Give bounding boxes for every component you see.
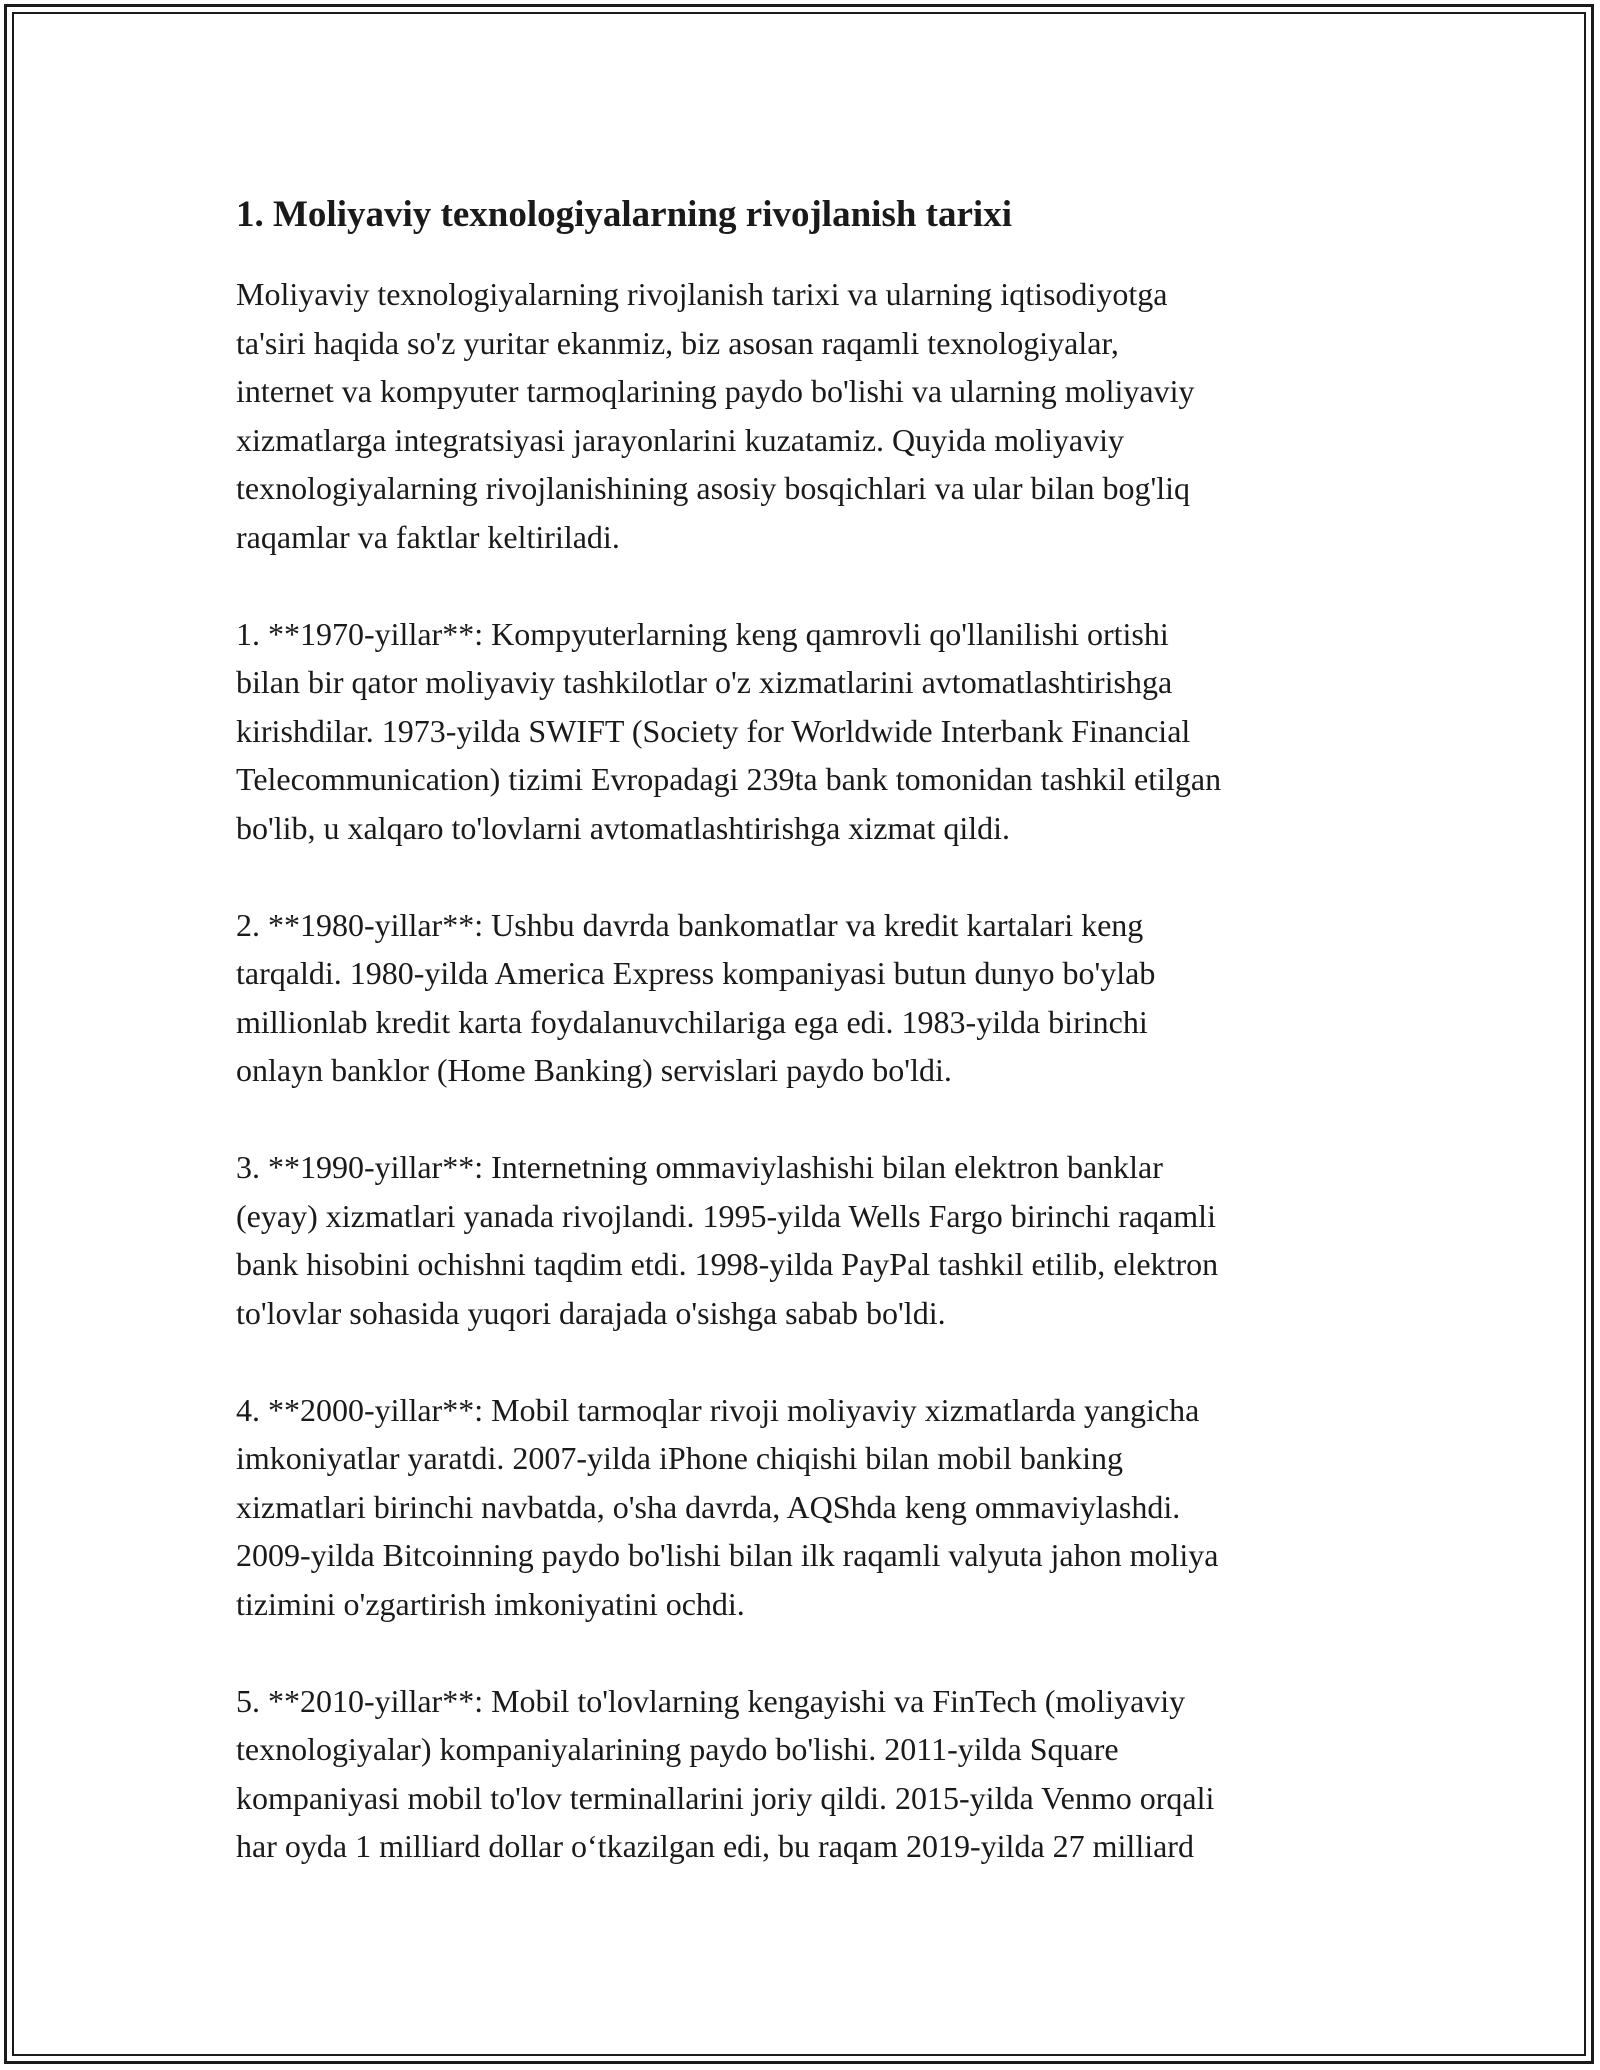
list-item-1970s: 1. **1970-yillar**: Kompyuterlarning keng qamrovli qo'llanilishi ortishi bilan bir qator moliyaviy tashkilotlar o'z xizmatlarini avtomatlashtirishga kirishdilar. 1973-yilda SWIFT (Society for Worldwide Interbank Financial Telecommunication) tizimi Evropadagi 239ta bank tomonidan tashkil etilgan bo'lib, u xalqaro to'lovlarni avtomatlashtirishga xizmat qildi. [236, 615, 1222, 846]
list-item-1990s: 3. **1990-yillar**: Internetning ommaviylashishi bilan elektron banklar (eyay) xizmatlari yanada rivojlandi. 1995-yilda Wells Fargo birinchi raqamli bank hisobini ochishni taqdim etdi. 1998-yilda PayPal tashkil etilib, elektron to'lovlar sohasida yuqori darajada o'sishga sabab bo'ldi. [236, 1149, 1219, 1331]
intro-paragraph: Moliyaviy texnologiyalarning rivojlanish tarixi va ularning iqtisodiyotga ta'siri haqida so'z yuritar ekanmiz, biz asosan raqamli texnologiyalar, internet va kompyuter tarmoqlarining paydo bo'lishi va ularning moliyaviy xizmatlarga integratsiyasi jarayonlarini kuzatamiz. Quyida moliyaviy texnologiyalarning rivojlanishining asosiy bosqichlari va ular bilan bog'liq raqamlar va faktlar keltiriladi. [236, 276, 1195, 555]
page-title: 1. Moliyaviy texnologiyalarning rivojlanish tarixi [236, 194, 1012, 235]
document-page [236, 190, 1376, 1871]
list-item-2000s: 4. **2000-yillar**: Mobil tarmoqlar rivoji moliyaviy xizmatlarda yangicha imkoniyatlar yaratdi. 2007-yilda iPhone chiqishi bilan mobil banking xizmatlari birinchi navbatda, o'sha davrda, AQShda keng ommaviylashdi. 2009-yilda Bitcoinning paydo bo'lishi bilan ilk raqamli valyuta jahon moliya tizimini o'zgartirish imkoniyatini ochdi. [236, 1391, 1219, 1622]
list-item-1980s: 2. **1980-yillar**: Ushbu davrda bankomatlar va kredit kartalari keng tarqaldi. 1980-yilda America Express kompaniyasi butun dunyo bo'ylab millionlab kredit karta foydalanuvchilariga ega edi. 1983-yilda birinchi onlayn banklor (Home Banking) servislari paydo bo'ldi. [236, 906, 1156, 1088]
list-item-2010s: 5. **2010-yillar**: Mobil to'lovlarning kengayishi va FinTech (moliyaviy texnologiyalar) kompaniyalarining paydo bo'lishi. 2011-yilda Square kompaniyasi mobil to'lov terminallarini joriy qildi. 2015-yilda Venmo orqali har oyda 1 milliard dollar o‘tkazilgan edi, bu raqam 2019-yilda 27 milliard [236, 1682, 1215, 1864]
